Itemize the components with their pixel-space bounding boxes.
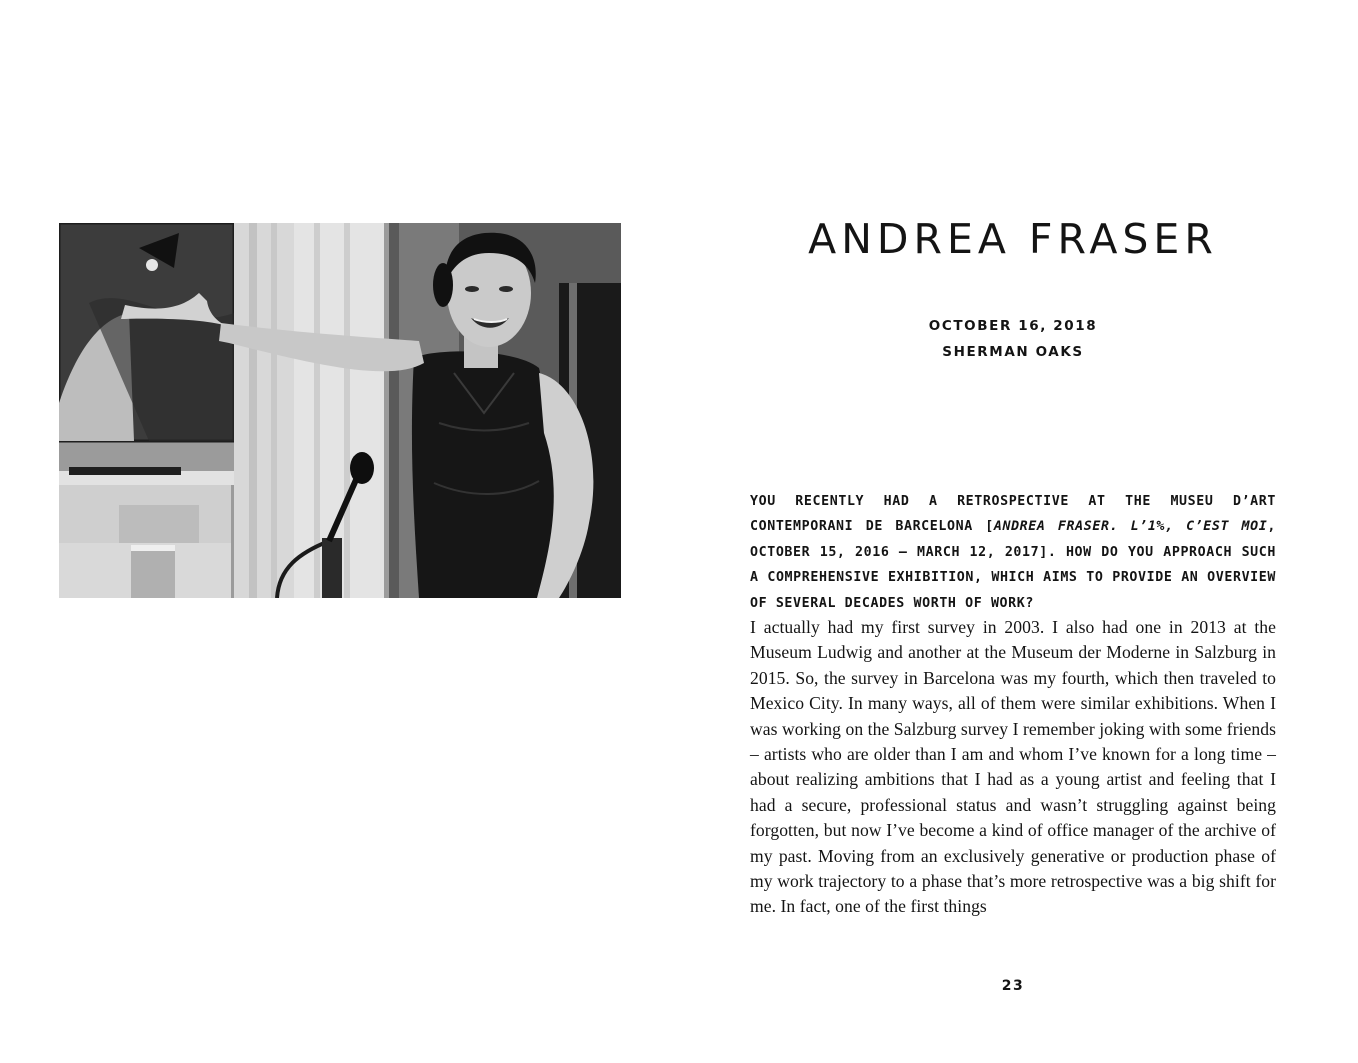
interviewee-name: ANDREA FRASER xyxy=(808,215,1218,263)
question-text-part2: , OCTOBER 15, 2016 – MARCH 12, 2017]. HOW DO YOU APPROACH SUCH A COMPREHENSIVE EXHIBITION, WHICH AIMS TO PROVIDE AN OVERVIEW OF SEVERAL DECADES WORTH OF WORK? xyxy=(750,519,1276,611)
photo-illustration xyxy=(59,223,621,598)
exhibition-title: ANDREA FRASER. L’1%, C’EST MOI xyxy=(993,519,1268,535)
interview-meta xyxy=(750,313,1276,365)
interview-answer: I actually had my first survey in 2003. I also had one in 2013 at the Museum Ludwig and another at the Museum der Moderne in Salzburg in 2015. So, the survey in Barcelona was my fourth, which then traveled to Mexico City. In many ways, all of them were similar exhibitions. When I was working on the Salzburg survey I remember joking with some friends – artists who are older than I am and whom I’ve known for a long time – about realizing ambitions that I had as a young artist and feeling that I had a secure, professional status and wasn’t struggling against being forgotten, but now I’ve become a kind of office manager of the archive of my past. Moving from an exclusively generative or production phase of my work trajectory to a phase that’s more retrospective was a big shift for me. In fact, one of the first things xyxy=(750,617,1276,917)
question-text-part1: YOU RECENTLY HAD A RETROSPECTIVE AT THE MUSEU D’ART CONTEMPORANI DE BARCELONA [ xyxy=(750,494,1276,535)
interview-location: SHERMAN OAKS xyxy=(942,344,1084,360)
portrait-photo xyxy=(59,223,621,598)
page-number: 23 xyxy=(1001,978,1025,994)
interview-date: OCTOBER 16, 2018 xyxy=(928,318,1098,334)
interview-question xyxy=(750,489,1276,616)
